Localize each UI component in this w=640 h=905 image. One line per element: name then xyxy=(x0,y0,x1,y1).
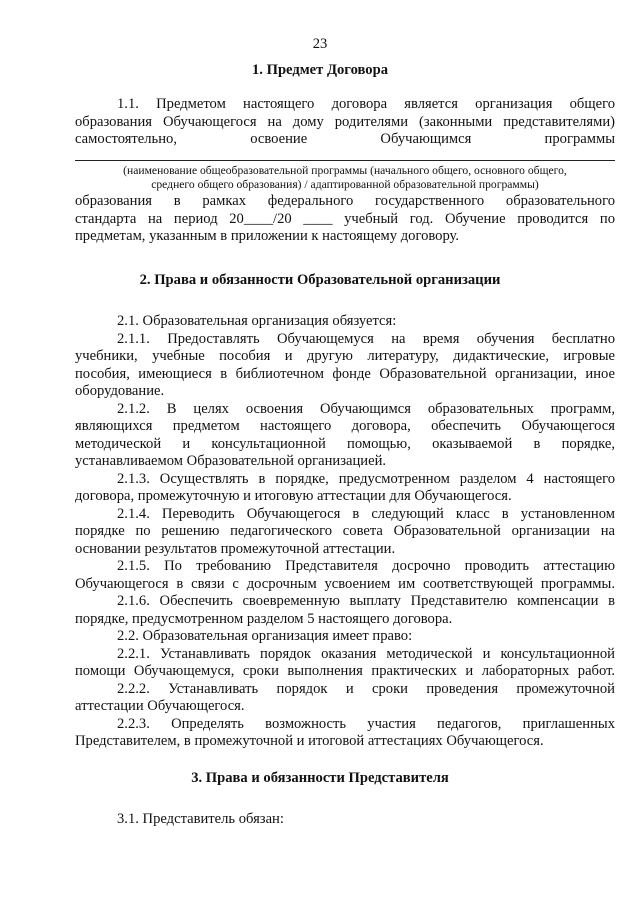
text-line: 2.1.6. Обеспечить своевременную выплату Представителю компенсации в xyxy=(117,593,615,609)
text-line: 2.1.2. В целях освоения Обучающимся образовательных программ, xyxy=(117,400,615,417)
section-1-paragraph-1 xyxy=(75,96,615,149)
section-3-heading: 3. Права и обязанности Представителя xyxy=(191,770,449,786)
page-number: 23 xyxy=(312,36,328,52)
program-name-footnote xyxy=(75,164,615,192)
text-line: 2.2.1. Устанавливать порядок оказания методической и консультационной xyxy=(117,645,615,662)
text-line: методической и консультационной помощью, оказываемой в порядке, xyxy=(75,435,615,452)
text-line: 1.1. Предметом настоящего договора является организация общего xyxy=(117,96,615,112)
section-2-body xyxy=(75,313,615,751)
text-line: 2.1.1. Предоставлять Обучающемуся на время обучения бесплатно xyxy=(117,330,615,347)
text-line: 2.1. Образовательная организация обязуется: xyxy=(117,313,397,329)
section-1-paragraph-2 xyxy=(75,193,615,246)
section-2-heading: 2. Права и обязанности Образовательной организации xyxy=(139,272,501,288)
blank-fill-line xyxy=(75,160,615,161)
text-line: учебники, учебные пособия и другую литературу, дидактические, игровые xyxy=(75,348,615,364)
text-line: 2.2.3. Определять возможность участия педагогов, приглашенных xyxy=(117,715,615,732)
text-line: порядке, предусмотренном разделом 5 настоящего договора. xyxy=(75,610,453,627)
text-line: 2.1.3. Осуществлять в порядке, предусмотренном разделом 4 настоящего xyxy=(117,470,615,487)
text-line: 2.1.5. По требованию Представителя досрочно проводить аттестацию xyxy=(117,558,615,574)
text-line: 2.2. Образовательная организация имеет право: xyxy=(117,628,413,644)
text-line: 3.1. Представитель обязан: xyxy=(117,811,284,827)
text-line: помощи Обучающемуся, сроки выполнения практических и лабораторных работ. xyxy=(75,663,615,679)
text-line: порядке по решению педагогического совета Образовательной организации на xyxy=(75,523,615,539)
text-line: устанавливаемом Образовательной организацией. xyxy=(75,453,387,469)
note-line: среднего общего образования) / адаптированной образовательной программы) xyxy=(151,178,539,191)
text-line: образования Обучающегося на дому родителями (законными представителями) xyxy=(75,113,615,130)
section-1-heading: 1. Предмет Договора xyxy=(252,62,388,78)
text-line: стандарта на период 20____/20 ____ учебный год. Обучение проводится по xyxy=(75,210,615,227)
text-line: оборудование. xyxy=(75,383,165,399)
text-line: самостоятельно, освоение Обучающимся программы xyxy=(75,131,615,147)
text-line: являющихся предметом настоящего договора, обеспечить Обучающегося xyxy=(75,418,615,434)
section-3-body xyxy=(75,811,615,829)
text-line: аттестации Обучающегося. xyxy=(75,698,245,714)
text-line: 2.1.4. Переводить Обучающегося в следующий класс в установленном xyxy=(117,505,615,522)
text-line: Обучающегося в связи с досрочным усвоением им соответствующей программы. xyxy=(75,575,615,592)
text-line: основании результатов промежуточной аттестации. xyxy=(75,540,396,557)
note-line: (наименование общеобразовательной программы (начального общего, основного общего, xyxy=(123,164,567,177)
text-line: предметам, указанным в приложении к настоящему договору. xyxy=(75,228,460,244)
text-line: 2.2.2. Устанавливать порядок и сроки проведения промежуточной xyxy=(117,680,615,697)
text-line: образования в рамках федерального государственного образовательного xyxy=(75,193,615,209)
text-line: Представителем, в промежуточной и итоговой аттестациях Обучающегося. xyxy=(75,733,544,749)
text-line: пособия, имеющиеся в библиотечном фонде Образовательной организации, иное xyxy=(75,365,615,382)
text-line: договора, промежуточную и итоговую аттестации для Обучающегося. xyxy=(75,488,512,504)
